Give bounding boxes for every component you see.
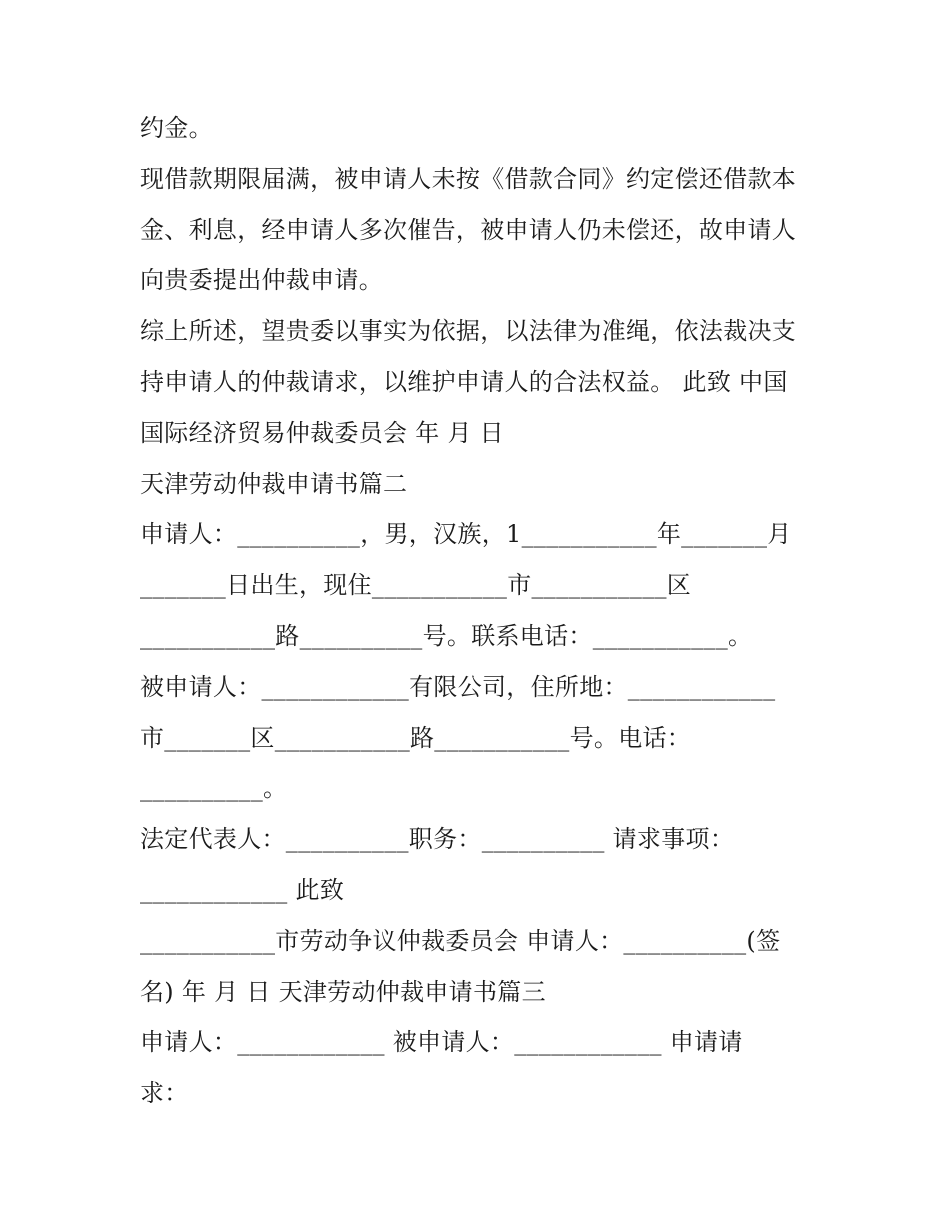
form-line: 求： <box>140 1079 189 1108</box>
body-line: 约金。 <box>140 114 213 142</box>
document-body <box>140 103 820 1119</box>
form-line: 申请人：__________，男，汉族，1___________年_______月 <box>140 520 792 549</box>
form-line: ____________ 此致 <box>140 875 345 904</box>
form-line: 申请人：____________ 被申请人：____________ 申请请 <box>140 1028 743 1057</box>
form-line: 法定代表人：__________职务：__________ 请求事项： <box>140 825 735 854</box>
form-line: ___________市劳动争议仲裁委员会 申请人：__________(签 <box>140 926 781 955</box>
form-line: 市_______区___________路___________号。电话： <box>140 723 692 752</box>
form-line: ___________路__________号。联系电话：___________。 <box>140 621 753 650</box>
body-line: 金、利息，经申请人多次催告，被申请人仍未偿还，故申请人 <box>140 215 797 244</box>
body-line: 综上所述，望贵委以事实为依据，以法律为准绳，依法裁决支 <box>140 317 797 346</box>
body-line: 国际经济贸易仲裁委员会 年 月 日 <box>140 418 504 447</box>
body-line: 向贵委提出仲裁申请。 <box>140 266 383 295</box>
form-line: __________。 <box>140 774 288 803</box>
body-line: 持申请人的仲裁请求，以维护申请人的合法权益。 此致 中国 <box>140 367 788 396</box>
form-line: 名) 年 月 日 天津劳动仲裁申请书篇三 <box>140 977 546 1006</box>
form-line: 被申请人：____________有限公司，住所地：____________ <box>140 672 776 701</box>
form-line: _______日出生，现住___________市___________区 <box>140 571 692 600</box>
section-heading: 天津劳动仲裁申请书篇二 <box>140 469 408 498</box>
body-line: 现借款期限届满，被申请人未按《借款合同》约定偿还借款本 <box>140 164 797 193</box>
